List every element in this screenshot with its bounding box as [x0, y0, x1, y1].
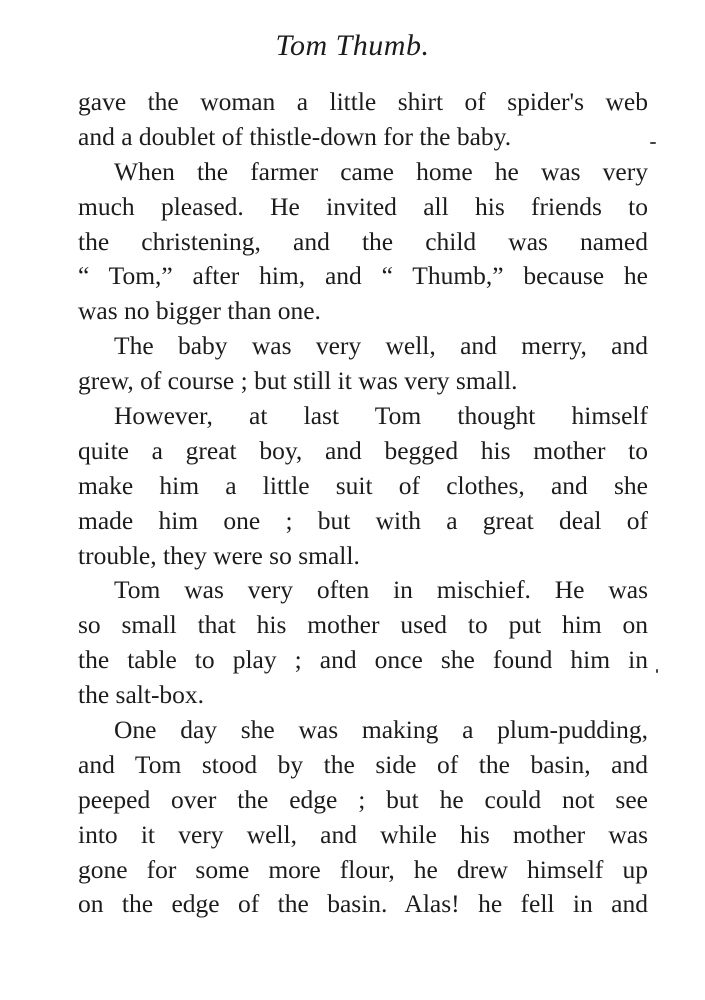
text-line: made him one ; but with a great deal of: [78, 505, 648, 535]
text-line: and Tom stood by the side of the basin, and: [78, 749, 648, 779]
text-line: quite a great boy, and begged his mother to: [78, 435, 648, 465]
text-line: However, at last Tom thought himself: [114, 401, 648, 431]
text-line: peeped over the edge ; but he could not see: [78, 784, 648, 814]
text-line: make him a little suit of clothes, and she: [78, 470, 648, 500]
text-line: “ Tom,” after him, and “ Thumb,” because he: [78, 261, 648, 291]
text-line: was no bigger than one.: [78, 296, 321, 326]
text-line: the christening, and the child was named: [78, 226, 648, 256]
text-line: gone for some more flour, he drew himself up: [78, 854, 648, 884]
text-line: the table to play ; and once she found him in: [78, 645, 648, 675]
text-line: into it very well, and while his mother was: [78, 819, 648, 849]
print-speck: [650, 142, 656, 144]
text-line: the salt-box.: [78, 680, 205, 710]
text-line: trouble, they were so small.: [78, 540, 360, 570]
text-line: When the farmer came home he was very: [114, 156, 648, 186]
text-line: so small that his mother used to put him on: [78, 610, 648, 640]
text-line: The baby was very well, and merry, and: [114, 331, 648, 361]
text-line: grew, of course ; but still it was very small.: [78, 366, 518, 396]
text-line: gave the woman a little shirt of spider's web: [78, 87, 648, 116]
text-line: on the edge of the basin. Alas! he fell in and: [78, 889, 648, 919]
text-line: much pleased. He invited all his friends to: [78, 191, 648, 221]
print-speck: [656, 669, 658, 673]
text-line: One day she was making a plum-pudding,: [114, 715, 648, 745]
text-line: and a doublet of thistle-down for the baby.: [78, 121, 512, 151]
text-line: Tom was very often in mischief. He was: [114, 575, 648, 605]
running-title: Tom Thumb.: [275, 29, 430, 62]
body-text: [78, 85, 648, 922]
